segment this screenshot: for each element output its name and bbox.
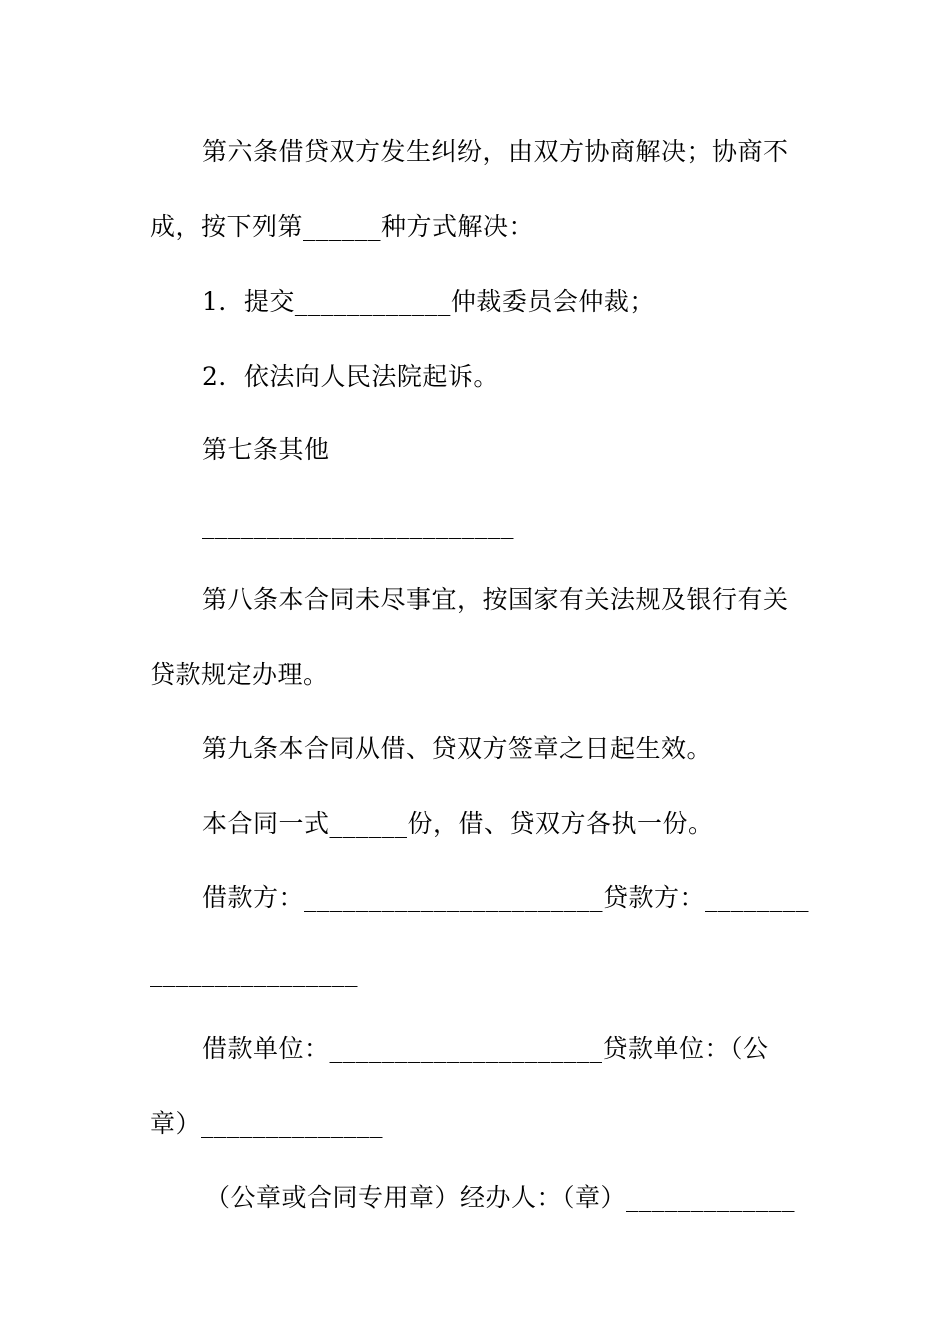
article-6-line-1: 第六条借贷双方发生纠纷，由双方协商解决；协商不 — [202, 137, 789, 166]
article-7-blank: ________________________ — [202, 510, 514, 539]
option-2-court: 2．依法向人民法院起诉。 — [202, 362, 499, 391]
borrower-lender-line: 借款方：_______________________贷款方：________ — [202, 883, 810, 912]
article-7-heading: 第七条其他 — [202, 435, 330, 464]
article-6-line-2: 成，按下列第______种方式解决： — [150, 212, 535, 241]
seal-handler-line: （公章或合同专用章）经办人：（章）_____________ — [205, 1183, 796, 1212]
article-8-line-2: 贷款规定办理。 — [150, 660, 329, 689]
lender-unit-seal-line: 章）______________ — [150, 1109, 384, 1138]
article-8-line-1: 第八条本合同未尽事宜，按国家有关法规及银行有关 — [202, 585, 789, 614]
borrower-unit-line: 借款单位：_____________________贷款单位：（公 — [202, 1034, 769, 1063]
copies-clause: 本合同一式______份，借、贷双方各执一份。 — [202, 809, 714, 838]
borrower-lender-continuation: ________________ — [150, 958, 358, 987]
article-9: 第九条本合同从借、贷双方签章之日起生效。 — [202, 734, 713, 763]
option-1-arbitration: 1．提交____________仲裁委员会仲裁； — [202, 287, 655, 316]
